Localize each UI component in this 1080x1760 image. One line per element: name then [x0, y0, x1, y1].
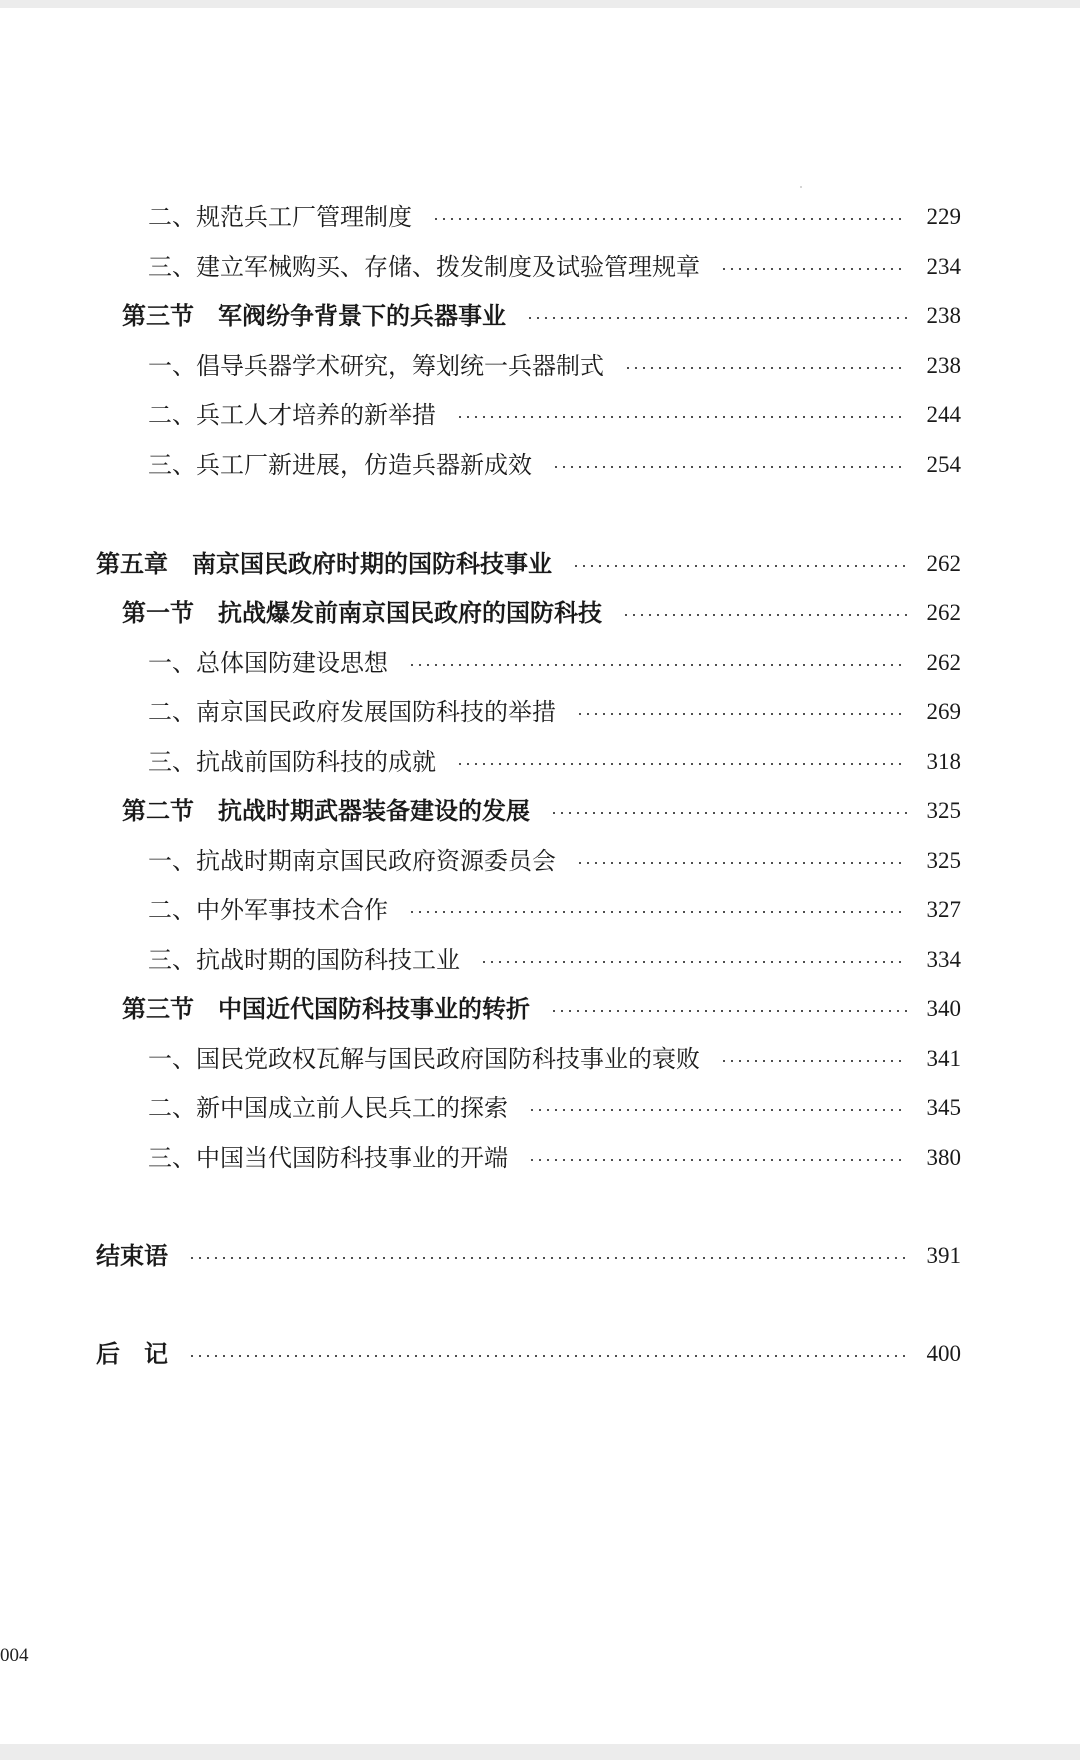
- toc-entry-title: 一、倡导兵器学术研究，筹划统一兵器制式: [148, 352, 604, 380]
- toc-entry-page: 269: [926, 699, 961, 724]
- toc-entry-title: 三、兵工厂新进展，仿造兵器新成效: [148, 451, 532, 479]
- toc-entry[interactable]: [148, 943, 961, 977]
- toc-entry-page: 334: [926, 947, 961, 972]
- toc-entry[interactable]: [148, 745, 961, 779]
- toc-entry-page: 345: [926, 1095, 961, 1120]
- document-page: [0, 8, 1080, 1744]
- dot-leader: [576, 713, 907, 715]
- dot-leader: [720, 268, 907, 270]
- toc-chapter-entry[interactable]: [96, 547, 961, 581]
- toc-entry-title: 二、新中国成立前人民兵工的探索: [148, 1094, 508, 1122]
- toc-entry-title: 二、规范兵工厂管理制度: [148, 203, 412, 231]
- toc-entry-title: 第五章 南京国民政府时期的国防科技事业: [96, 549, 552, 578]
- dot-leader: [408, 911, 907, 913]
- toc-section-entry[interactable]: [122, 992, 961, 1026]
- toc-entry-title: 三、中国当代国防科技事业的开端: [148, 1144, 508, 1172]
- dot-leader: [572, 565, 907, 567]
- toc-entry[interactable]: [148, 250, 961, 284]
- dot-leader: [480, 961, 907, 963]
- dot-leader: [526, 317, 907, 319]
- toc-entry-title: 第一节 抗战爆发前南京国民政府的国防科技: [122, 599, 602, 627]
- toc-entry-page: 262: [926, 551, 961, 576]
- toc-entry-title: 后 记: [96, 1339, 168, 1368]
- toc-entry-title: 结束语: [96, 1241, 168, 1270]
- dot-leader: [576, 862, 907, 864]
- toc-entry[interactable]: [148, 695, 961, 729]
- dot-leader: [552, 466, 907, 468]
- toc-entry[interactable]: [148, 893, 961, 927]
- dot-leader: [188, 1355, 907, 1357]
- dot-leader: [408, 664, 907, 666]
- toc-entry-title: 二、中外军事技术合作: [148, 896, 388, 924]
- toc-entry-title: 三、抗战时期的国防科技工业: [148, 946, 460, 974]
- table-of-contents: [0, 8, 1080, 1744]
- toc-entry-page: 234: [926, 254, 961, 279]
- toc-entry[interactable]: [148, 200, 961, 234]
- toc-entry[interactable]: [148, 844, 961, 878]
- toc-entry-title: 二、兵工人才培养的新举措: [148, 401, 436, 429]
- dot-leader: [550, 1010, 907, 1012]
- toc-entry-page: 341: [926, 1046, 961, 1071]
- toc-entry[interactable]: [148, 1141, 961, 1175]
- toc-entry-title: 三、抗战前国防科技的成就: [148, 748, 436, 776]
- toc-entry-page: 400: [926, 1341, 961, 1366]
- toc-entry[interactable]: [148, 448, 961, 482]
- toc-entry-page: 262: [926, 600, 961, 625]
- toc-entry[interactable]: [148, 398, 961, 432]
- dot-leader: [720, 1060, 907, 1062]
- toc-entry-page: 380: [926, 1145, 961, 1170]
- toc-entry-title: 第二节 抗战时期武器装备建设的发展: [122, 797, 530, 825]
- dot-leader: [188, 1257, 907, 1259]
- toc-entry[interactable]: [148, 646, 961, 680]
- toc-entry-title: 一、总体国防建设思想: [148, 649, 388, 677]
- toc-entry-page: 340: [926, 996, 961, 1021]
- toc-section-entry[interactable]: [122, 794, 961, 828]
- toc-entry-title: 第三节 军阀纷争背景下的兵器事业: [122, 302, 506, 330]
- toc-entry-page: 238: [926, 353, 961, 378]
- toc-entry-page: 254: [926, 452, 961, 477]
- dot-leader: [622, 614, 907, 616]
- toc-section-entry[interactable]: [122, 299, 961, 333]
- toc-entry-title: 一、抗战时期南京国民政府资源委员会: [148, 847, 556, 875]
- toc-entry-page: 327: [926, 897, 961, 922]
- toc-entry-title: 一、国民党政权瓦解与国民政府国防科技事业的衰败: [148, 1045, 700, 1073]
- page-number: 004: [0, 1645, 29, 1666]
- toc-entry-page: 325: [926, 798, 961, 823]
- dot-leader: [528, 1159, 907, 1161]
- dot-leader: [528, 1109, 907, 1111]
- toc-entry-page: 238: [926, 303, 961, 328]
- dot-leader: [624, 367, 907, 369]
- toc-entry-title: 第三节 中国近代国防科技事业的转折: [122, 995, 530, 1023]
- toc-entry-title: 二、南京国民政府发展国防科技的举措: [148, 698, 556, 726]
- toc-entry[interactable]: [148, 349, 961, 383]
- toc-entry-page: 318: [926, 749, 961, 774]
- toc-entry-page: 262: [926, 650, 961, 675]
- toc-entry-page: 244: [926, 402, 961, 427]
- toc-entry[interactable]: [148, 1091, 961, 1125]
- dot-leader: [432, 218, 907, 220]
- toc-afterword-entry[interactable]: [96, 1337, 961, 1371]
- dot-leader: [456, 416, 907, 418]
- dot-leader: [550, 812, 907, 814]
- toc-entry[interactable]: [148, 1042, 961, 1076]
- toc-conclusion-entry[interactable]: [96, 1239, 961, 1273]
- dot-leader: [456, 763, 907, 765]
- toc-entry-page: 391: [926, 1243, 961, 1268]
- toc-entry-title: 三、建立军械购买、存储、拨发制度及试验管理规章: [148, 253, 700, 281]
- toc-section-entry[interactable]: [122, 596, 961, 630]
- toc-entry-page: 229: [926, 204, 961, 229]
- toc-entry-page: 325: [926, 848, 961, 873]
